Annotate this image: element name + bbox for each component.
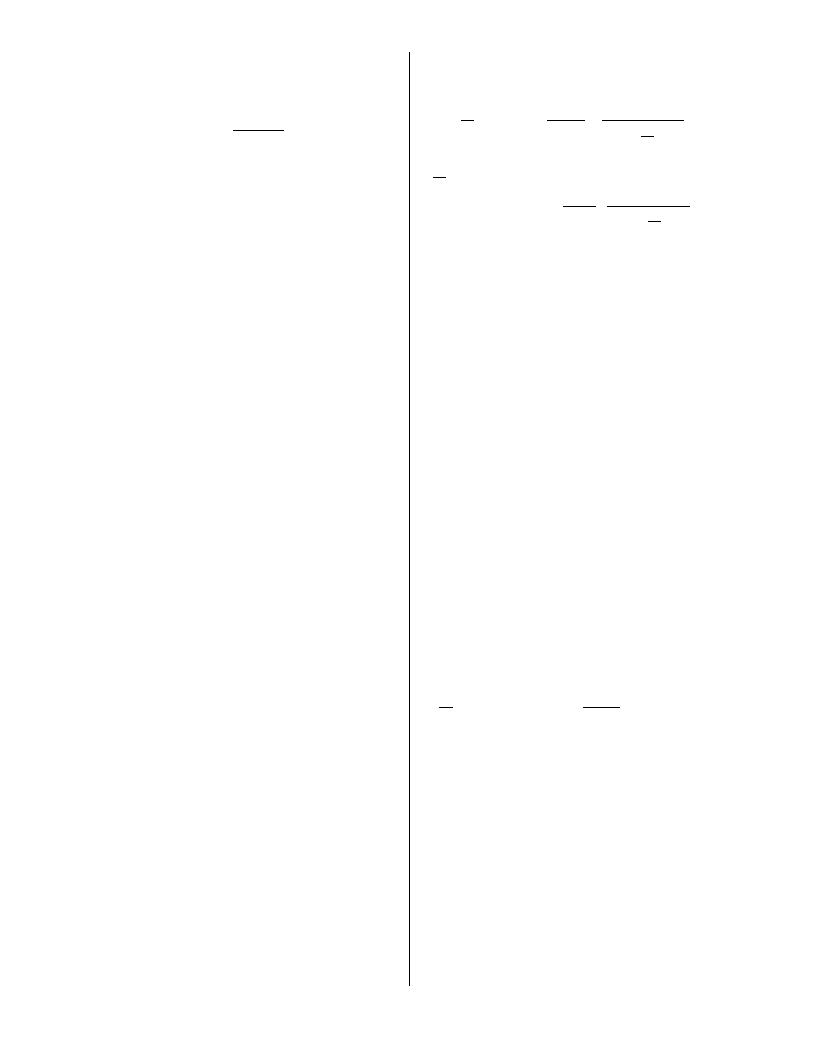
fraction-bar — [641, 136, 654, 137]
fraction-bar — [547, 120, 585, 121]
fraction-bar — [433, 177, 446, 178]
fraction-bar — [439, 707, 453, 708]
fraction-bar — [233, 130, 284, 131]
right-column — [410, 52, 816, 986]
fraction-bar — [607, 206, 690, 207]
left-column — [0, 52, 409, 986]
column-divider — [409, 52, 410, 986]
fraction-bar — [648, 221, 661, 222]
fraction-bar — [583, 707, 620, 708]
fraction-bar — [461, 120, 474, 121]
fraction-bar — [563, 206, 596, 207]
fraction-bar — [602, 120, 684, 121]
